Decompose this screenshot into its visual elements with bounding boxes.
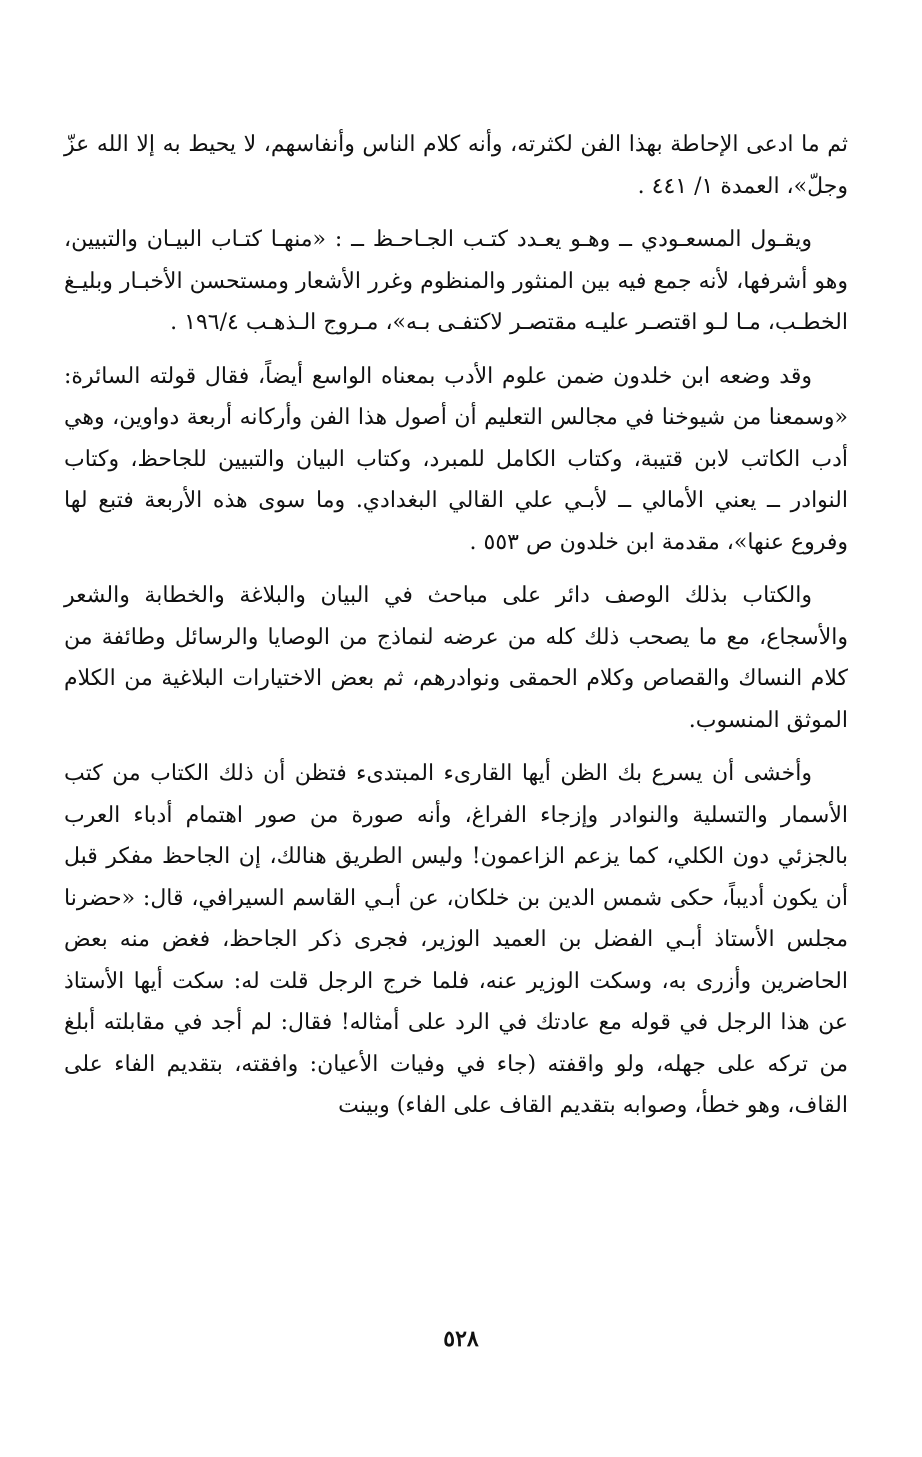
paragraph-ibn-khaldun: وقد وضعه ابن خلدون ضمن علوم الأدب بمعناه الواسع أيضاً، فقال قولته السائرة: «وسمعنا من شيوخنا في مجالس التعليم أن أصول هذا الفن وأركانه أربعة دواوين، وهي أدب الكاتب لابن قتيبة، وكتاب الكامل للمبرد، وكتاب البيان والتبيين للجاحظ، وكتاب النوادر ــ يعني الأمالي ــ لأبـي علي القالي البغدادي. وما سوى هذه الأربعة فتبع لها وفروع عنها»، مقدمة ابن خلدون ص ٥٥٣ . bbox=[64, 363, 848, 555]
paragraph-masudi: ويقـول المسعـودي ــ وهـو يعـدد كتـب الجـاحـظ ــ : «منهـا كتـاب البيـان والتبيين، وهو أشرفها، لأنه جمع فيه بين المنثور والمنظوم وغرر الأشعار ومستحسن الأخبـار وبليـغ الخطـب، مـا لـو اقتصـر عليـه مقتصـر لاكتفـى بـه»، مـروج الـذهـب ١٩٦/٤ . bbox=[64, 227, 848, 335]
paragraph-book-topics: والكتاب بذلك الوصف دائر على مباحث في البيان والبلاغة والخطابة والشعر والأسجاع، مع ما يصحب ذلك كله من عرضه لنماذج من الوصايا والرسائل وطائفة من كلام النساك والقصاص وكلام الحمقى ونوادرهم، ثم بعض الاختيارات البلاغية من الكلام الموثق المنسوب. bbox=[64, 583, 848, 733]
page-body bbox=[64, 124, 848, 1139]
paragraph-continuation: ثم ما ادعى الإحاطة بهذا الفن لكثرته، وأنه كلام الناس وأنفاسهم، لا يحيط به إلا الله عزّ وجلّ»، العمدة ١/ ٤٤١ . bbox=[64, 132, 848, 199]
paragraph-jahiz-thinker: وأخشى أن يسرع بك الظن أيها القارىء المبتدىء فتظن أن ذلك الكتاب من كتب الأسمار والتسلية والنوادر وإزجاء الفراغ، وأنه صورة من صور اهتمام أدباء العرب بالجزئي دون الكلي، كما يزعم الزاعمون! وليس الطريق هنالك، إن الجاحظ مفكر قبل أن يكون أديباً، حكى شمس الدين بن خلكان، عن أبـي القاسم السيرافي، قال: «حضرنا مجلس الأستاذ أبـي الفضل بن العميد الوزير، فجرى ذكر الجاحظ، فغض منه بعض الحاضرين وأزرى به، وسكت الوزير عنه، فلما خرج الرجل قلت له: سكت أيها الأستاذ عن هذا الرجل في قوله مع عادتك في الرد على أمثاله! فقال: لم أجد في مقابلته أبلغ من تركه على جهله، ولو واقفته (جاء في وفيات الأعيان: وافقته، بتقديم الفاء على القاف، وهو خطأ، وصوابه بتقديم القاف على الفاء) وبينت bbox=[64, 761, 848, 1118]
page-number: ٥٢٨ bbox=[443, 1326, 479, 1352]
